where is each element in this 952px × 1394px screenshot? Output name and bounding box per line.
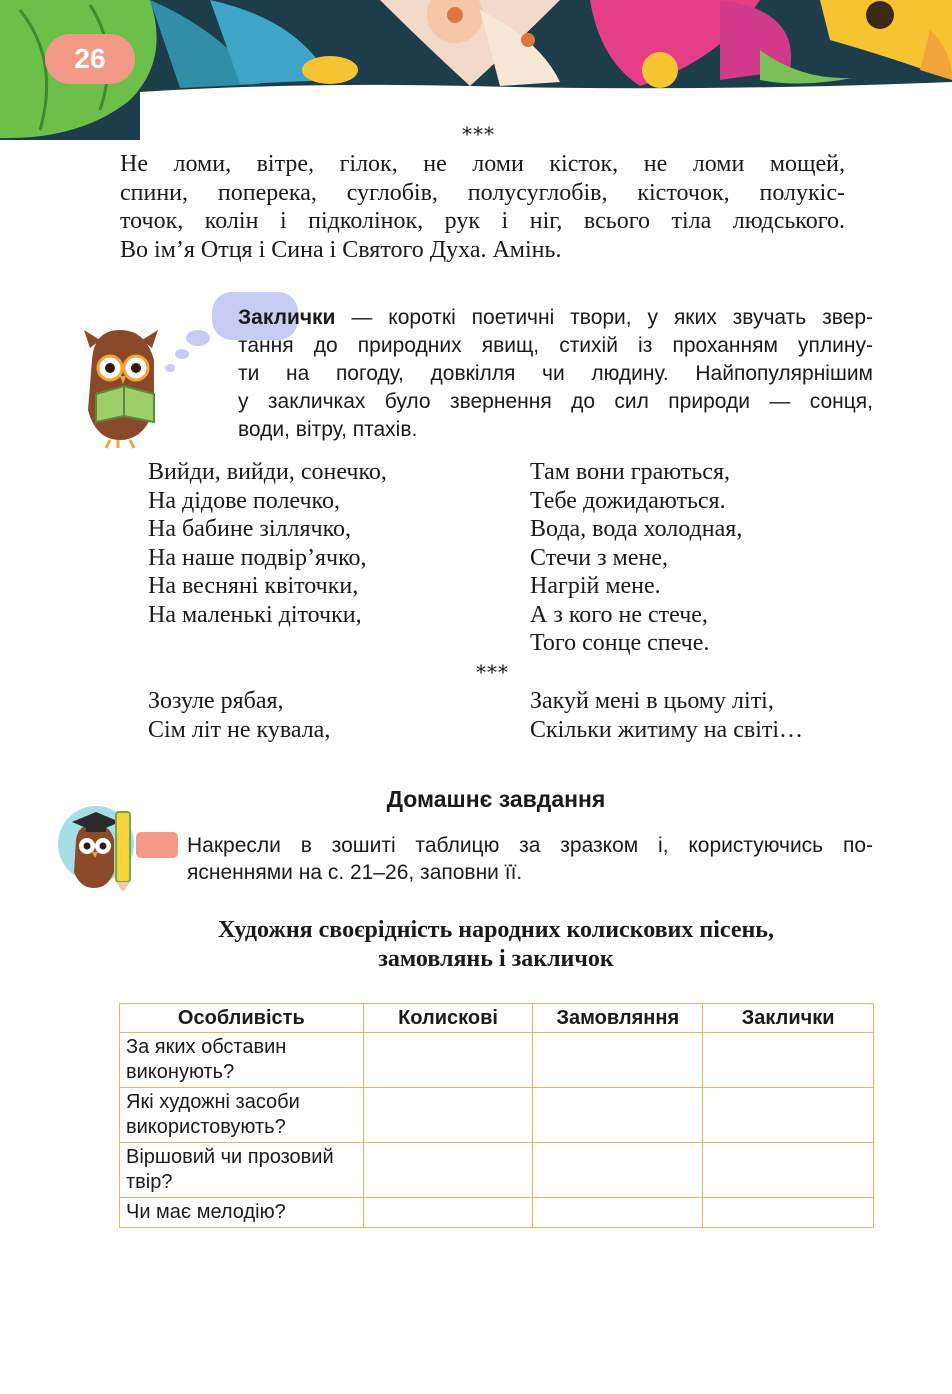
poem-line: На дідове полечко, [148,487,340,514]
poem-line: Вийди, вийди, сонечко, [148,459,387,485]
poem-2-right [530,687,803,744]
poem-2-left [148,687,330,744]
definition-line: ти на погоду, довкілля чи людину. Найпопулярнішим [238,362,873,385]
homework-tag [136,832,178,858]
table-cell [363,1033,533,1088]
features-table [119,1003,874,1228]
table-cell [703,1198,874,1228]
definition-line: — короткі поетичні твори, у яких звучать звер- [335,306,873,329]
definition-line: тання до природних явищ, стихій із проханням уплину- [238,334,873,357]
prose-line: Не ломи, вітре, гілок, не ломи кісток, не ломи мощей, [120,151,845,177]
row-label: Які художні засоби використовують? [120,1088,364,1143]
homework-line: ясненнями на с. 21–26, заповни її. [187,861,523,884]
table-cell [363,1088,533,1143]
poem-line: Сім літ не кувала, [148,716,331,743]
poem-line: На весняні квіточки, [148,573,359,599]
homework-title: Домашнє завдання [386,786,606,812]
row-label: Чи має мелодію? [120,1198,364,1228]
poem-1-right [530,458,742,658]
column-header: Замовляння [533,1004,703,1033]
poem-line: Того сонце спече. [530,630,710,656]
poem-line: На наше подвір’ячко, [148,544,367,571]
table-header-row [120,1004,874,1033]
poem-line: Стечи з мене, [530,544,668,571]
definition-line: води, вітру, птахів. [238,418,418,441]
page-number: 26 [45,34,135,84]
poem-line: На маленькі діточки, [148,601,362,628]
definition-line: у закличках було звернення до сил природи — сонця, [238,390,873,413]
column-header: Особливість [120,1004,364,1033]
table-cell [533,1033,703,1088]
table-cell [363,1143,533,1198]
poem-line: Зозуле рябая, [148,688,284,714]
prose-line: спини, поперека, суглобів, полусуглобів, кісточок, полукіс- [120,179,845,206]
table-cell [533,1143,703,1198]
table-cell [363,1198,533,1228]
row-label: За яких обставин виконують? [120,1033,364,1088]
definition-term: Заклички [238,306,336,329]
table-row [120,1088,874,1143]
poem-line: Закуй мені в цьому літі, [530,688,774,714]
prose-line: Во ім’я Отця і Сина і Святого Духа. Амінь. [120,236,562,263]
poem-line: Там вони граються, [530,459,730,485]
table-row [120,1198,874,1228]
homework-line: Накресли в зошиті таблицю за зразком і, користуючись по- [187,834,873,857]
column-header: Колискові [363,1004,533,1033]
owl-graduate-icon [58,800,140,892]
table-cell [533,1198,703,1228]
poem-line: Нагрій мене. [530,573,661,599]
table-row [120,1143,874,1198]
incantation-text [120,150,845,264]
table-cell [533,1088,703,1143]
table-cell [703,1033,874,1088]
poem-1-left [148,458,387,629]
flower-banner [0,0,952,140]
table-cell [703,1143,874,1198]
homework-text [187,832,873,886]
section-divider: *** [462,122,495,146]
poem-line: Вода, вода холодная, [530,516,743,542]
table-title [120,916,872,974]
prose-line: точок, колін і підколінок, рук і ніг, всього тіла людського. [120,208,845,234]
column-header: Заклички [703,1004,874,1033]
section-divider: *** [476,660,509,684]
definition-text [238,304,873,444]
table-title-line: Художня своєрідність народних колискових пісень, [217,917,774,943]
poem-line: Тебе дожидаються. [530,487,726,514]
poem-line: На бабине зіллячко, [148,516,352,542]
poem-line: А з кого не стече, [530,601,708,628]
table-cell [703,1088,874,1143]
row-label: Віршовий чи прозовий твір? [120,1143,364,1198]
table-row [120,1033,874,1088]
poem-line: Скільки житиму на світі… [530,716,804,743]
table-title-line: замовлянь і закличок [378,946,614,972]
